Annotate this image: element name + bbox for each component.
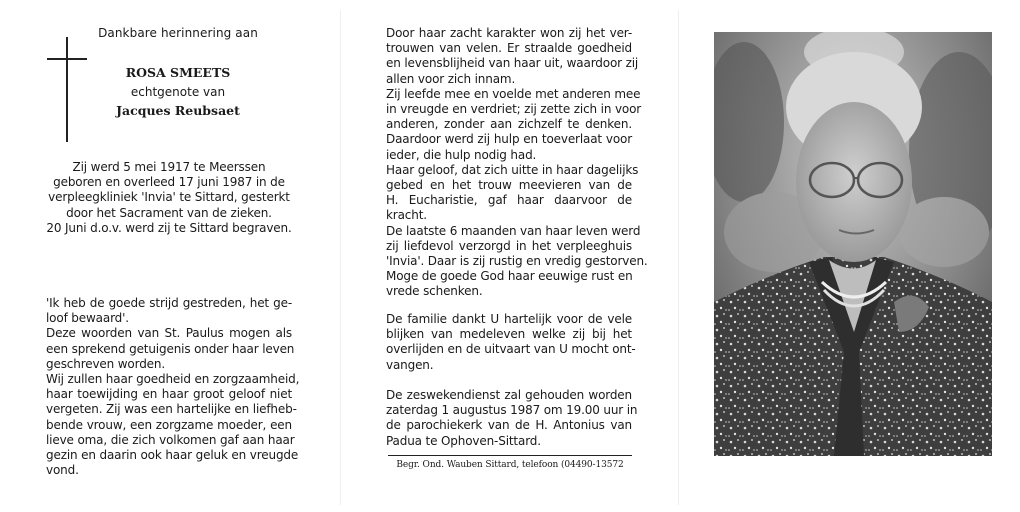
quote-line: lieve oma, die zich volkomen gaf aan haar xyxy=(46,432,295,447)
quote-line: bende vrouw, een zorgzame moeder, een xyxy=(46,417,292,432)
quote-line: haar toewijding en haar groot geloof niet xyxy=(46,387,292,402)
thanks-paragraph xyxy=(386,312,636,373)
text-line: Daardoor werd zij hulp en toeverlaat voor xyxy=(386,132,632,147)
undertaker-footer: Begr. Ond. Wauben Sittard, telefoon (04490-13572 xyxy=(396,460,624,470)
service-line: De zeswekendienst zal gehouden worden xyxy=(386,388,632,402)
quote-line: vergeten. Zij was een hartelijke en liefheb- xyxy=(46,402,297,417)
quote-line: een sprekend getuigenis onder haar leven xyxy=(46,341,295,356)
bio-line: 20 Juni d.o.v. werd zij te Sittard begraven. xyxy=(46,220,292,235)
footer-divider xyxy=(388,455,632,456)
intro-text: Dankbare herinnering aan xyxy=(98,26,258,40)
spouse-name: Jacques Reubsaet xyxy=(116,103,240,118)
text-line: trouwen van velen. Er straalde goedheid xyxy=(386,41,632,56)
quote-line: gezin en daarin ook haar geluk en vreugde xyxy=(46,448,299,463)
thanks-line: De familie dankt U hartelijk voor de vele xyxy=(386,312,632,326)
text-line: H. Eucharistie, gaf haar daarvoor de xyxy=(386,193,632,208)
biography xyxy=(46,160,292,236)
text-line: gebed en het trouw meevieren van de xyxy=(386,178,632,193)
service-line: de parochiekerk van de H. Antonius van xyxy=(386,418,632,433)
text-line: vrede schenken. xyxy=(386,284,483,299)
text-line: Moge de goede God haar eeuwige rust en xyxy=(386,269,633,284)
quote-line: Deze woorden van St. Paulus mogen als xyxy=(46,326,292,341)
quote-line: geschreven worden. xyxy=(46,356,166,371)
portrait-photo xyxy=(714,32,992,456)
bio-line: door het Sacrament van de zieken. xyxy=(66,205,272,220)
thanks-line: vangen. xyxy=(386,357,434,372)
cross-icon xyxy=(66,37,68,142)
text-line: ieder, die hulp nodig had. xyxy=(386,147,537,162)
text-line: allen voor zich innam. xyxy=(386,71,516,86)
service-paragraph xyxy=(386,388,638,449)
left-panel xyxy=(0,0,340,512)
text-line: zij liefdevol verzorgd in het verpleeghuis xyxy=(386,238,632,253)
text-line: anderen, zonder aan zichzelf te denken. xyxy=(386,117,632,132)
thanks-line: overlijden en de uitvaart van U mocht ont- xyxy=(386,342,636,357)
bio-line: Zij werd 5 mei 1917 te Meerssen xyxy=(72,160,266,174)
quote-line: loof bewaard'. xyxy=(46,311,129,326)
text-line: Zij leefde mee en voelde met anderen mee xyxy=(386,86,641,101)
text-line: Haar geloof, dat zich uitte in haar dagelijks xyxy=(386,162,639,177)
bio-line: verpleegkliniek 'Invia' te Sittard, gesterkt xyxy=(48,190,290,205)
text-line: 'Invia'. Daar is zij rustig en vredig gestorven. xyxy=(386,254,648,269)
quote-paragraph xyxy=(46,296,300,478)
character-paragraph xyxy=(386,26,648,300)
deceased-name: ROSA SMEETS xyxy=(125,65,231,80)
cross-icon-bar xyxy=(47,58,87,60)
quote-line: vond. xyxy=(46,463,79,478)
text-line: Door haar zacht karakter won zij het ver- xyxy=(386,26,632,40)
text-line: De laatste 6 maanden van haar leven werd xyxy=(386,223,641,238)
text-line: en levensblijheid van haar uit, waardoor zij xyxy=(386,56,639,71)
quote-line: Wij zullen haar goedheid en zorgzaamheid, xyxy=(46,372,300,387)
service-line: zaterdag 1 augustus 1987 om 19.00 uur in xyxy=(386,403,638,418)
quote-line: 'Ik heb de goede strijd gestreden, het ge- xyxy=(46,296,292,310)
spouse-label: echtgenote van xyxy=(130,85,226,99)
text-line: kracht. xyxy=(386,208,427,223)
service-line: Padua te Ophoven-Sittard. xyxy=(386,433,541,448)
bio-line: geboren en overleed 17 juni 1987 in de xyxy=(53,175,285,190)
thanks-line: blijken van medeleven welke zij bij het xyxy=(386,327,632,342)
text-line: in vreugde en verdriet; zij zette zich in voor xyxy=(386,102,642,117)
